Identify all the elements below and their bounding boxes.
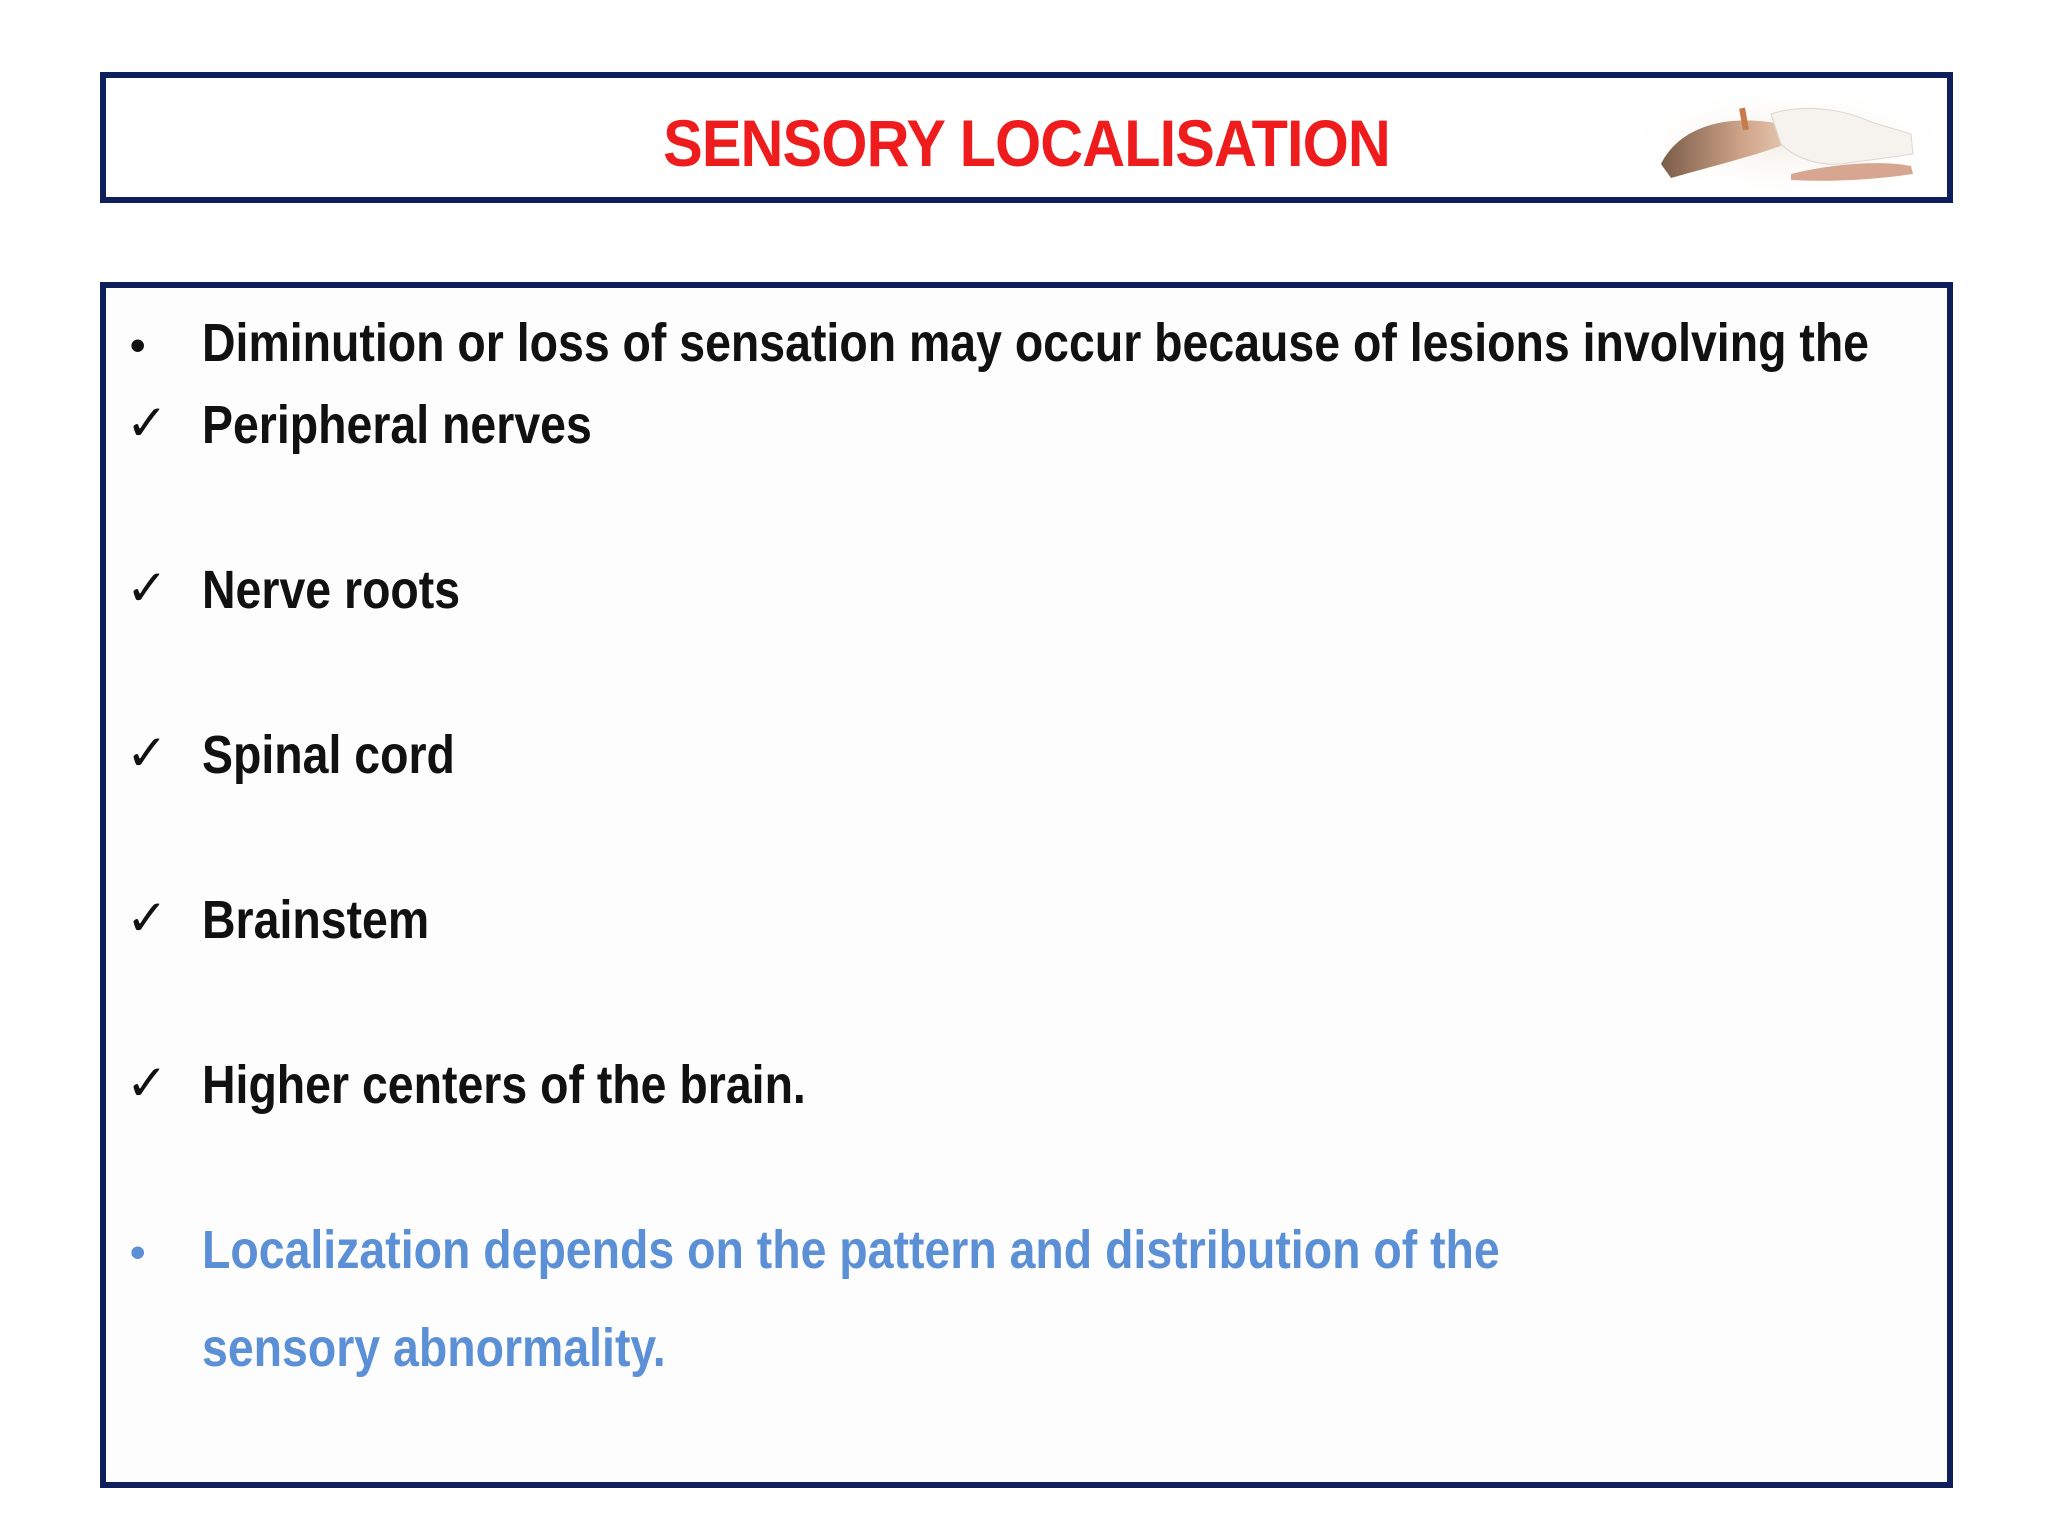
hands-photo: [1641, 94, 1935, 190]
intro-text: Diminution or loss of sensation may occur because of lesions involving the: [202, 313, 1870, 373]
checklist-item-text: Peripheral nerves: [202, 395, 592, 455]
title-box: [100, 72, 1953, 203]
checklist-item-nerve-roots: [106, 560, 1947, 643]
checklist-item-text: Nerve roots: [202, 560, 461, 620]
bullet-icon: •: [130, 321, 146, 370]
conclusion-text: Localization depends on the pattern and distribution of the sensory abnormality.: [202, 1220, 1500, 1378]
bullet-icon: •: [130, 1228, 146, 1277]
content-box: [100, 282, 1953, 1488]
intro-row: [106, 313, 1947, 396]
checklist-item-brainstem: [106, 890, 1947, 973]
conclusion-row: [106, 1220, 1947, 1423]
checklist-item-peripheral-nerves: [106, 395, 1947, 478]
check-icon: ✓: [126, 890, 168, 946]
check-icon: ✓: [126, 395, 168, 451]
check-icon: ✓: [126, 1055, 168, 1111]
check-icon: ✓: [126, 560, 168, 616]
checklist-item-text: Higher centers of the brain.: [202, 1055, 806, 1115]
checklist-item-text: Brainstem: [202, 890, 430, 950]
checklist-item-text: Spinal cord: [202, 725, 455, 785]
checklist-item-higher-centers: [106, 1055, 1947, 1138]
slide-title: SENSORY LOCALISATION: [663, 106, 1390, 180]
checklist-item-spinal-cord: [106, 725, 1947, 808]
check-icon: ✓: [126, 725, 168, 781]
